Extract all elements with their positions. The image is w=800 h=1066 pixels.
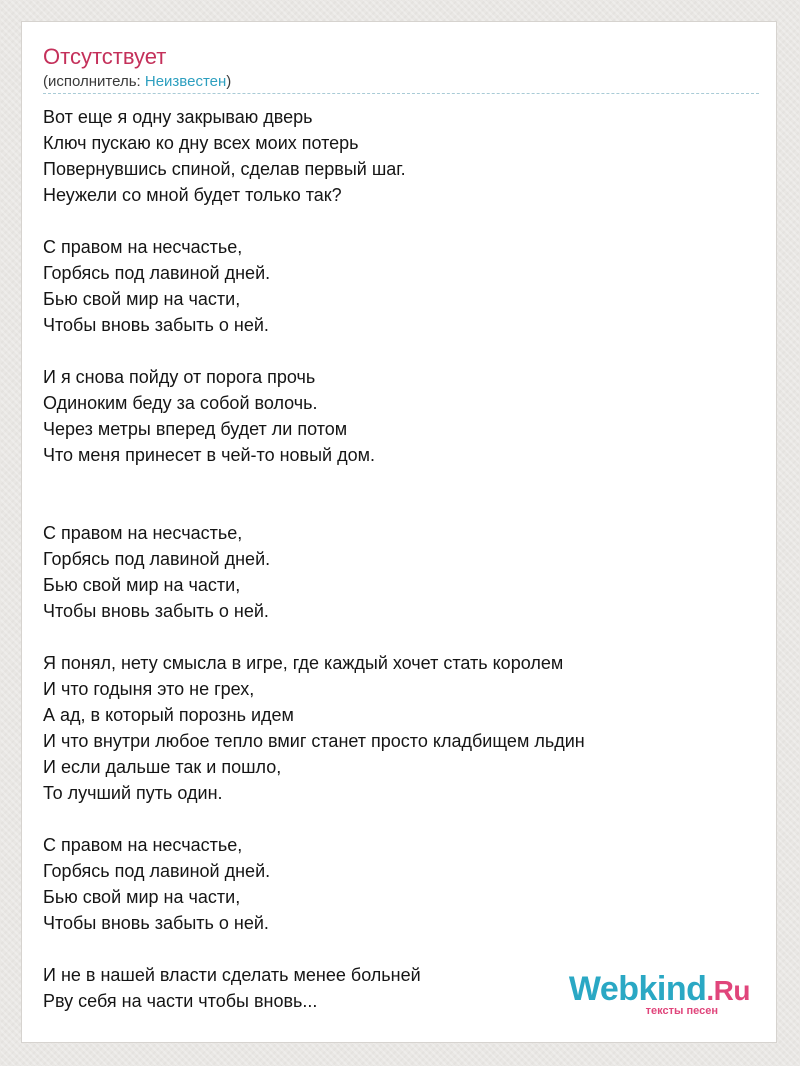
lyric-line: И я снова пойду от порога прочь	[43, 367, 316, 387]
stanza-gap	[43, 624, 753, 650]
lyrics-text	[43, 104, 753, 1014]
lyric-line: Горбясь под лавиной дней.	[43, 549, 271, 569]
logo-wordmark	[569, 970, 750, 1010]
lyric-line: Повернувшись спиной, сделав первый шаг.	[43, 159, 406, 179]
stanza-gap	[43, 468, 753, 520]
lyric-line: Бью свой мир на части,	[43, 575, 241, 595]
logo-main-text: Webkind	[568, 970, 707, 1008]
lyric-line: Горбясь под лавиной дней.	[43, 263, 271, 283]
lyric-line: И если дальше так и пошло,	[43, 757, 282, 777]
lyric-line: С правом на несчастье,	[43, 237, 243, 257]
lyric-line: Чтобы вновь забыть о ней.	[43, 601, 269, 621]
lyric-line: Что меня принесет в чей-то новый дом.	[43, 445, 375, 465]
lyric-line: Я понял, нету смысла в игре, где каждый хочет стать королем	[43, 653, 564, 673]
logo-tagline: тексты песен	[645, 1005, 718, 1017]
stanza-gap	[43, 208, 753, 234]
stanza-gap	[43, 806, 753, 832]
stanza-gap	[43, 936, 753, 962]
webkind-logo[interactable]	[550, 970, 750, 1020]
lyric-line: И не в нашей власти сделать менее больней	[43, 965, 421, 985]
lyric-line: Одиноким беду за собой волочь.	[43, 393, 318, 413]
lyric-line: Неужели со мной будет только так?	[43, 185, 342, 205]
lyric-line: Чтобы вновь забыть о ней.	[43, 315, 269, 335]
dashed-divider	[43, 93, 759, 94]
artist-link[interactable]: Неизвестен	[144, 73, 227, 90]
song-title: Отсутствует	[43, 44, 167, 69]
lyric-line: То лучший путь один.	[43, 783, 223, 803]
lyric-line: С правом на несчастье,	[43, 835, 243, 855]
lyrics-card	[21, 21, 777, 1043]
lyric-line: Бью свой мир на части,	[43, 887, 241, 907]
stanza-gap	[43, 338, 753, 364]
lyric-line: Ключ пускаю ко дну всех моих потерь	[43, 133, 359, 153]
lyric-line: Рву себя на части чтобы вновь...	[43, 991, 318, 1011]
lyric-line: И что годыня это не грех,	[43, 679, 255, 699]
lyric-line: А ад, в который порознь идем	[43, 705, 294, 725]
artist-line	[43, 73, 231, 91]
artist-suffix: )	[226, 73, 232, 90]
lyric-line: С правом на несчастье,	[43, 523, 243, 543]
lyric-line: И что внутри любое тепло вмиг станет просто кладбищем льдин	[43, 731, 585, 751]
logo-tld: .Ru	[706, 975, 750, 1006]
lyric-line: Вот еще я одну закрываю дверь	[43, 107, 313, 127]
lyric-line: Через метры вперед будет ли потом	[43, 419, 348, 439]
lyric-line: Чтобы вновь забыть о ней.	[43, 913, 269, 933]
lyric-line: Бью свой мир на части,	[43, 289, 241, 309]
artist-prefix: (исполнитель:	[43, 73, 145, 90]
lyric-line: Горбясь под лавиной дней.	[43, 861, 271, 881]
